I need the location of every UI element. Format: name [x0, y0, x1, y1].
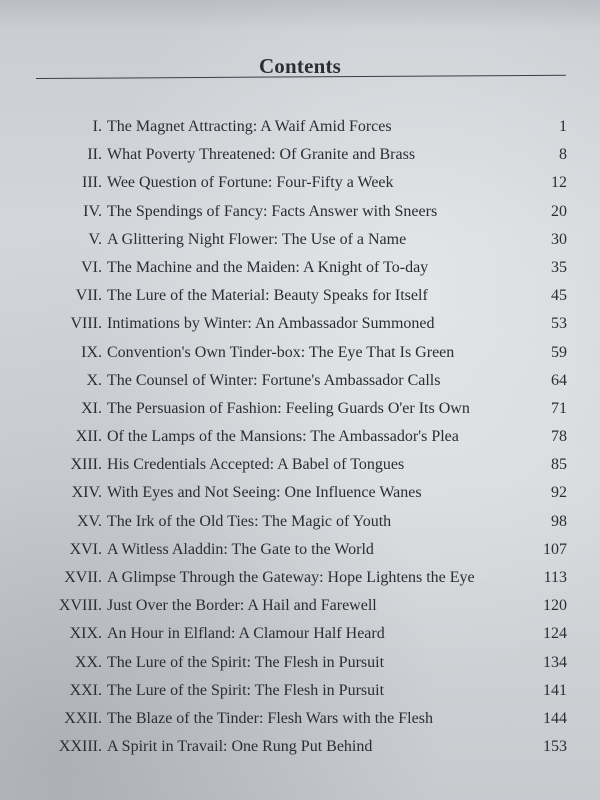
- chapter-title: A Witless Aladdin: The Gate to the World: [107, 540, 374, 558]
- page-number: 30: [551, 230, 567, 248]
- chapter-title: Wee Question of Fortune: Four-Fifty a Week: [107, 174, 394, 192]
- toc-entry: [0, 254, 600, 282]
- chapter-title: A Glittering Night Flower: The Use of a Name: [107, 230, 407, 248]
- chapter-title: An Hour in Elfland: A Clamour Half Heard: [107, 625, 385, 643]
- toc-entry: [0, 649, 600, 677]
- chapter-number: XV.: [76, 512, 102, 530]
- page-number: 35: [551, 258, 567, 276]
- chapter-title: A Glimpse Through the Gateway: Hope Lightens the Eye: [107, 569, 475, 586]
- chapter-title: His Credentials Accepted: A Babel of Tongues: [107, 456, 405, 474]
- toc-entry: [0, 367, 600, 395]
- toc-entry: [0, 677, 600, 705]
- page-number: 53: [551, 315, 567, 333]
- toc-entry: [0, 451, 600, 479]
- chapter-number: VIII.: [70, 315, 102, 333]
- chapter-number: III.: [82, 174, 102, 192]
- toc-entry: [0, 620, 600, 648]
- chapter-number: IV.: [83, 202, 102, 220]
- page-number: 8: [559, 146, 567, 164]
- chapter-number: XI.: [81, 399, 102, 417]
- chapter-number: XXII.: [64, 709, 102, 727]
- page-number: 92: [551, 484, 567, 502]
- chapter-title: The Spendings of Fancy: Facts Answer with Sneers: [107, 202, 438, 220]
- chapter-title: With Eyes and Not Seeing: One Influence Wanes: [107, 484, 422, 502]
- chapter-number: XVII.: [64, 569, 102, 586]
- page-number: 124: [543, 625, 567, 643]
- page-number: 85: [551, 456, 567, 474]
- page-number: 12: [551, 174, 567, 192]
- page-number: 59: [551, 343, 567, 361]
- page-title: Contents: [258, 54, 342, 79]
- chapter-title: The Persuasion of Fashion: Feeling Guards O'er Its Own: [107, 399, 470, 417]
- chapter-title: The Machine and the Maiden: A Knight of To-day: [107, 258, 429, 276]
- toc-entry: [0, 536, 600, 564]
- chapter-number: IX.: [81, 343, 102, 361]
- chapter-number: XVI.: [69, 540, 102, 558]
- toc-entry: [0, 113, 600, 141]
- toc-entry: [0, 592, 600, 620]
- chapter-title: Of the Lamps of the Mansions: The Ambassador's Plea: [107, 428, 459, 446]
- chapter-number: X.: [86, 371, 102, 389]
- chapter-title: A Spirit in Travail: One Rung Put Behind: [107, 738, 373, 756]
- chapter-number: V.: [88, 230, 102, 248]
- page-number: 64: [551, 371, 567, 389]
- page-number: 134: [543, 653, 567, 671]
- chapter-title: Intimations by Winter: An Ambassador Summoned: [107, 315, 435, 333]
- page-number: 107: [543, 540, 567, 558]
- page-number: 144: [543, 709, 567, 727]
- toc-entry: [0, 339, 600, 367]
- chapter-number: XIX.: [69, 625, 102, 643]
- chapter-title: Just Over the Border: A Hail and Farewell: [107, 597, 377, 615]
- chapter-number: I.: [92, 118, 102, 135]
- page-number: 113: [543, 569, 567, 586]
- page-number: 1: [559, 118, 567, 135]
- chapter-number: XVIII.: [58, 597, 102, 615]
- toc-entry: [0, 282, 600, 310]
- toc-entry: [0, 198, 600, 226]
- chapter-title: What Poverty Threatened: Of Granite and Brass: [107, 146, 416, 164]
- chapter-title: The Lure of the Material: Beauty Speaks for Itself: [107, 287, 428, 305]
- chapter-title: The Lure of the Spirit: The Flesh in Pursuit: [107, 653, 385, 671]
- chapter-title: The Magnet Attracting: A Waif Amid Forces: [107, 118, 392, 135]
- toc-entry: [0, 705, 600, 733]
- page-number: 153: [543, 738, 567, 756]
- page-number: 120: [543, 597, 567, 615]
- chapter-title: The Irk of the Old Ties: The Magic of Youth: [107, 512, 392, 530]
- chapter-number: XIV.: [71, 484, 102, 502]
- chapter-title: The Lure of the Spirit: The Flesh in Pursuit: [107, 681, 385, 699]
- page-number: 45: [551, 287, 567, 305]
- toc-entry: [0, 226, 600, 254]
- page-bleed-shadow: [0, 0, 600, 30]
- toc-entry: [0, 564, 600, 592]
- page-number: 20: [551, 202, 567, 220]
- page-number: 78: [551, 428, 567, 446]
- chapter-number: XIII.: [70, 456, 102, 474]
- toc-entry: [0, 141, 600, 169]
- chapter-title: The Blaze of the Tinder: Flesh Wars with the Flesh: [107, 709, 433, 727]
- toc-entry: [0, 395, 600, 423]
- page-number: 71: [551, 399, 567, 417]
- chapter-number: VI.: [81, 258, 102, 276]
- page-number: 141: [543, 681, 567, 699]
- chapter-number: XX.: [74, 653, 102, 671]
- chapter-number: VII.: [75, 287, 102, 305]
- chapter-number: II.: [87, 146, 102, 164]
- page-number: 98: [551, 512, 567, 530]
- chapter-title: Convention's Own Tinder-box: The Eye That Is Green: [107, 343, 455, 361]
- chapter-title: The Counsel of Winter: Fortune's Ambassador Calls: [107, 371, 441, 389]
- toc-entry: [0, 508, 600, 536]
- toc-entry: [0, 733, 600, 761]
- toc-entry: [0, 310, 600, 338]
- contents-list: [0, 113, 600, 761]
- chapter-number: XXIII.: [58, 738, 102, 756]
- chapter-number: XXI.: [69, 681, 102, 699]
- toc-entry: [0, 423, 600, 451]
- toc-entry: [0, 169, 600, 197]
- toc-entry: [0, 479, 600, 507]
- chapter-number: XII.: [75, 428, 102, 446]
